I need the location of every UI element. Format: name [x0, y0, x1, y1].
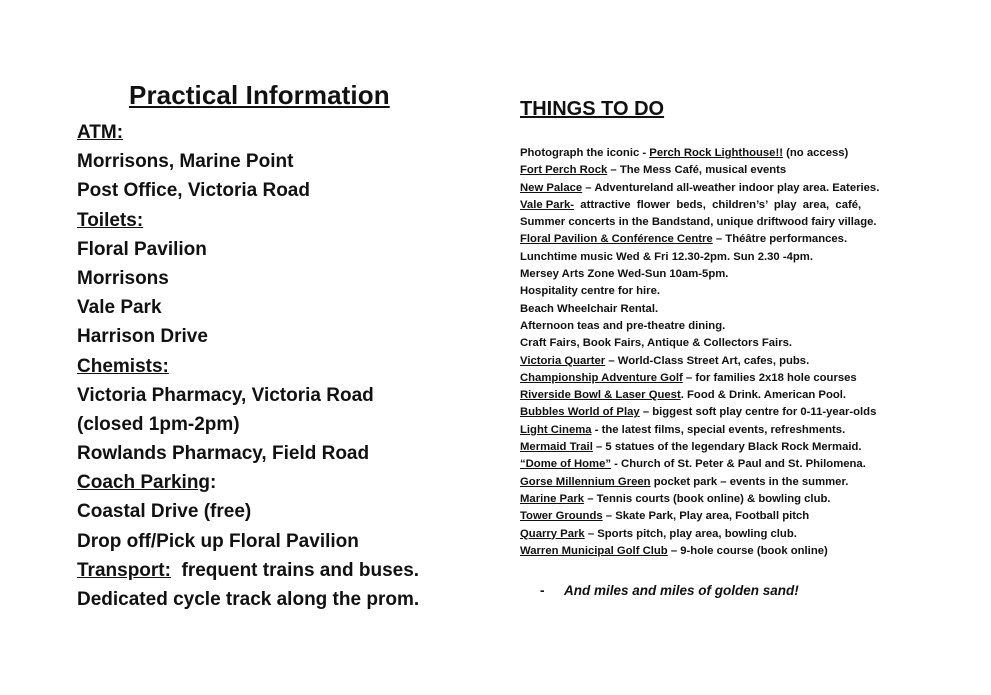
activity-item [520, 456, 920, 473]
line-text: Victoria Pharmacy, Victoria Road [77, 384, 374, 406]
line-text: Harrison Drive [77, 326, 208, 348]
activity-item [520, 439, 920, 456]
line-text: Floral Pavilion [77, 238, 207, 260]
activity-name: Quarry Park [520, 527, 585, 540]
line-text: Morrisons [77, 267, 169, 289]
info-line [77, 527, 497, 556]
info-line [77, 176, 497, 205]
info-line [77, 410, 497, 439]
section-heading [77, 468, 497, 497]
activity-item [520, 162, 920, 179]
activity-name: Tower Grounds [520, 510, 603, 523]
line-text: Coastal Drive (free) [77, 501, 252, 523]
info-line [77, 264, 497, 293]
activity-description: – World-Class Street Art, cafes, pubs. [605, 354, 810, 367]
activity-name: Riverside Bowl & Laser Quest [520, 389, 681, 402]
activity-name: Championship Adventure Golf [520, 371, 683, 384]
activity-prefix: Photograph the iconic - [520, 147, 650, 159]
line-text: Drop off/Pick up Floral Pavilion [77, 530, 359, 552]
activity-description: – Théâtre performances. [712, 233, 848, 246]
activity-item [520, 508, 920, 525]
activity-description: - the latest films, special events, refreshments. [591, 423, 846, 436]
line-text: Rowlands Pharmacy, Field Road [77, 443, 370, 465]
activity-item [520, 526, 920, 543]
activity-description: Afternoon teas and pre-theatre dining. [520, 319, 726, 332]
section-heading [77, 556, 497, 585]
activity-description: Beach Wheelchair Rental. [520, 302, 659, 315]
line-text: Toilets: [77, 209, 144, 231]
activity-name: New Palace [520, 181, 583, 194]
activity-description: – 5 statues of the legendary Black Rock Mermaid. [592, 441, 862, 454]
activity-name: Mermaid Trail [520, 441, 593, 454]
section-heading [77, 352, 497, 381]
activity-item [520, 370, 920, 387]
section-heading [77, 118, 497, 147]
line-text: Post Office, Victoria Road [77, 180, 310, 202]
info-line [77, 585, 497, 614]
activity-item [520, 353, 920, 370]
activity-name: Floral Pavilion & Conférence Centre [520, 233, 713, 246]
activity-description: – 9-hole course (book online) [667, 544, 828, 557]
activity-description: – biggest soft play centre for 0-11-year-olds [639, 406, 877, 419]
activity-name: Marine Park [520, 492, 585, 505]
activity-description: attractive flower beds, children’s’ play area, café, [574, 198, 862, 211]
info-line [77, 439, 497, 468]
activity-name: “Dome of Home” [520, 458, 612, 471]
line-text: (closed 1pm-2pm) [77, 413, 240, 435]
activity-item [520, 214, 920, 231]
practical-info-title: Practical Information [129, 80, 390, 110]
activity-name: Bubbles World of Play [520, 406, 640, 419]
info-line [77, 293, 497, 322]
info-line [77, 322, 497, 351]
activity-description: – Skate Park, Play area, Football pitch [602, 510, 810, 523]
info-line [77, 147, 497, 176]
info-line [77, 497, 497, 526]
activity-description: Lunchtime music Wed & Fri 12.30-2pm. Sun 2.30 -4pm. [520, 250, 813, 263]
line-rest: : [210, 472, 217, 494]
activity-description: . Food & Drink. American Pool. [680, 389, 847, 402]
activity-description: – for families 2x18 hole courses [682, 371, 857, 384]
activity-description: Craft Fairs, Book Fairs, Antique & Collectors Fairs. [520, 337, 793, 350]
things-to-do-title: THINGS TO DO [520, 98, 665, 120]
activity-description: Hospitality centre for hire. [520, 285, 660, 298]
activity-item [520, 491, 920, 508]
activity-description: (no access) [783, 147, 849, 159]
activity-item [520, 301, 920, 318]
activity-item [520, 266, 920, 283]
activity-item [520, 197, 920, 214]
activity-item [520, 231, 920, 248]
line-rest: frequent trains and buses. [170, 559, 420, 581]
activity-name: Perch Rock Lighthouse!! [649, 147, 783, 159]
activity-description: – Adventureland all-weather indoor play area. Eateries. [582, 181, 880, 194]
activity-item [520, 422, 920, 439]
things-to-do-list [520, 145, 920, 560]
line-text: ATM: [77, 122, 124, 143]
activity-item [520, 145, 920, 162]
activity-name: Victoria Quarter [520, 354, 606, 367]
section-heading [77, 206, 497, 235]
tagline-text: And miles and miles of golden sand! [564, 583, 799, 598]
activity-item [520, 249, 920, 266]
activity-description: – The Mess Café, musical events [607, 164, 787, 177]
activity-item [520, 283, 920, 300]
activity-description: Mersey Arts Zone Wed-Sun 10am-5pm. [520, 268, 729, 281]
activity-item [520, 543, 920, 560]
activity-name: Vale Park- [520, 198, 575, 211]
activity-name: Light Cinema [520, 423, 592, 436]
activity-item [520, 387, 920, 404]
activity-description: – Tennis courts (book online) & bowling club. [584, 492, 831, 505]
activity-description: Summer concerts in the Bandstand, unique driftwood fairy village. [520, 216, 877, 229]
info-line [77, 381, 497, 410]
activity-item [520, 474, 920, 491]
activity-description: pocket park – events in the summer. [650, 475, 849, 488]
line-text: Morrisons, Marine Point [77, 151, 294, 173]
activity-item [520, 404, 920, 421]
activity-name: Fort Perch Rock [520, 164, 608, 177]
line-text: Vale Park [77, 297, 162, 319]
tagline-dash: - [540, 583, 545, 598]
line-text: Coach Parking [77, 472, 211, 494]
info-line [77, 235, 497, 264]
line-text: Chemists: [77, 355, 169, 377]
activity-item [520, 318, 920, 335]
activity-description: - Church of St. Peter & Paul and St. Philomena. [611, 458, 866, 471]
tagline [540, 583, 799, 598]
line-text: Dedicated cycle track along the prom. [77, 589, 420, 610]
activity-name: Warren Municipal Golf Club [520, 544, 668, 557]
activity-description: – Sports pitch, play area, bowling club. [584, 527, 797, 540]
activity-item [520, 335, 920, 352]
activity-item [520, 180, 920, 197]
practical-info-list [77, 118, 497, 614]
line-text: Transport: [77, 559, 171, 581]
activity-name: Gorse Millennium Green [520, 475, 651, 488]
